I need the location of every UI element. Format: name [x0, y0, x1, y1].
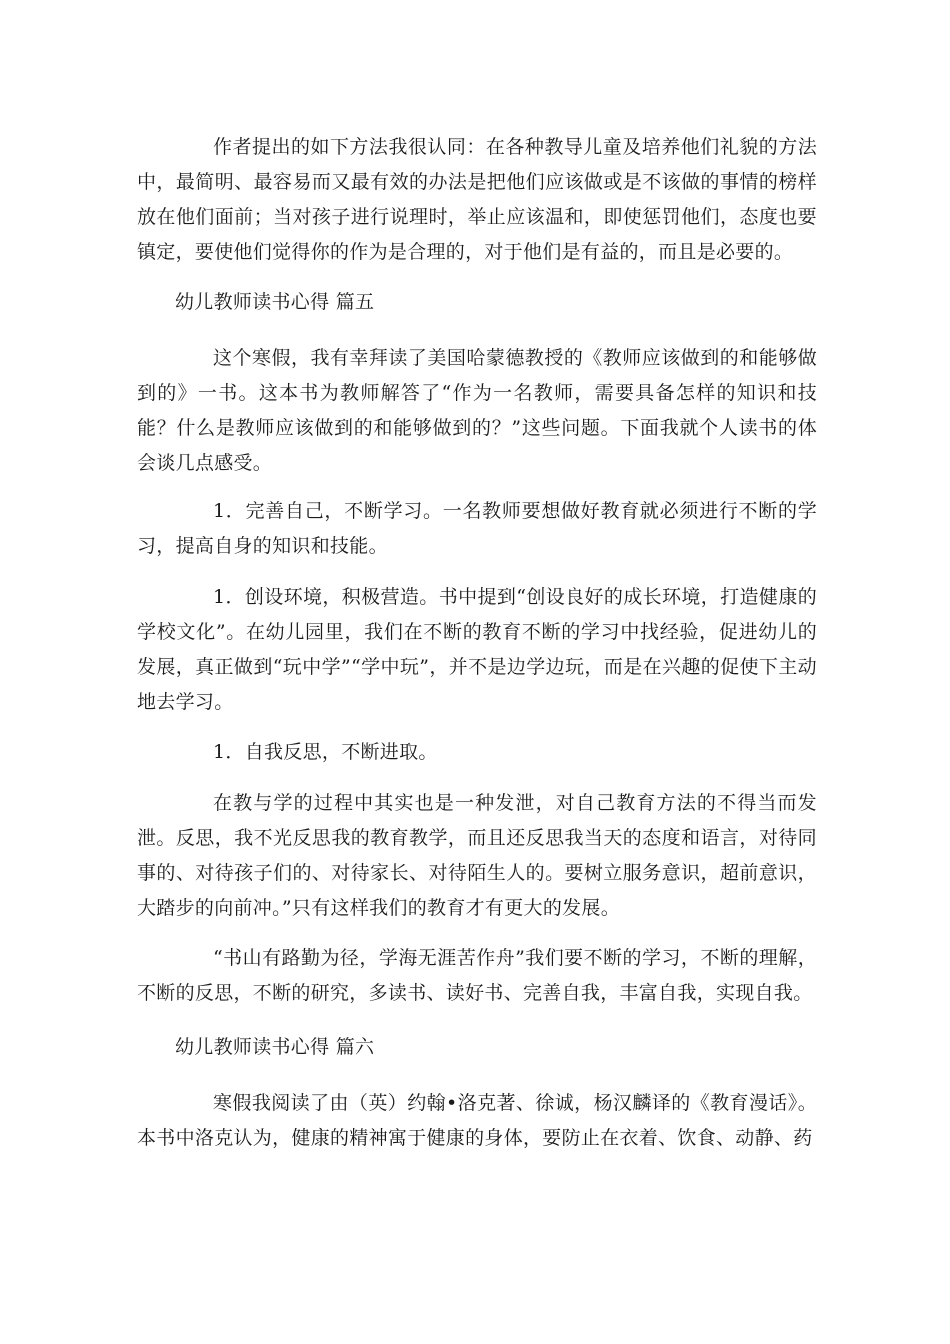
paragraph-point-learning: 1．完善自己，不断学习。一名教师要想做好教育就必须进行不断的学习，提高自身的知识和技能。 [137, 500, 817, 557]
paragraph-point-environment: 1．创设环境，积极营造。书中提到“创设良好的成长环境，打造健康的学校文化”。在幼儿园里，我们在不断的教育不断的学习中找经验，促进幼儿的发展，真正做到“玩中学”“学中玩”，并不是边学边玩，而是在兴趣的促使下主动地去学习。 [137, 586, 817, 713]
paragraph-intro-hammond: 这个寒假，我有幸拜读了美国哈蒙德教授的《教师应该做到的和能够做到的》一书。这本书为教师解答了“作为一名教师，需要具备怎样的知识和技能？什么是教师应该做到的和能够做到的？”这些问题。下面我就个人读书的体会谈几点感受。 [137, 347, 817, 474]
text-block-10 [137, 1086, 817, 1156]
section-heading-6: 幼儿教师读书心得 篇六 [175, 1036, 375, 1058]
paragraph-point-reflection: 1．自我反思，不断进取。 [213, 741, 438, 763]
text-block-8 [137, 941, 817, 1011]
text-block-4 [137, 494, 817, 564]
text-block-9 [137, 1030, 817, 1065]
section-heading-5: 幼儿教师读书心得 篇五 [175, 291, 375, 313]
text-block-6 [137, 735, 817, 770]
text-block-2 [137, 285, 817, 320]
paragraph-locke-education: 寒假我阅读了由（英）约翰•洛克著、徐诚，杨汉麟译的《教育漫话》。本书中洛克认为，健康的精神寓于健康的身体，要防止在衣着、饮食、动静、药 [137, 1092, 817, 1149]
text-block-1 [137, 130, 817, 270]
text-block-7 [137, 786, 817, 926]
text-block-3 [137, 341, 817, 481]
paragraph-proverb: “书山有路勤为径，学海无涯苦作舟”我们要不断的学习，不断的理解，不断的反思，不断的研究，多读书、读好书、完善自我，丰富自我，实现自我。 [137, 947, 817, 1004]
text-block-5 [137, 580, 817, 720]
paragraph-reflection-detail: 在教与学的过程中其实也是一种发泄，对自己教育方法的不得当而发泄。反思，我不光反思我的教育教学，而且还反思我当天的态度和语言，对待同事的、对待孩子们的、对待家长、对待陌生人的。要树立服务意识，超前意识，大踏步的向前冲。”只有这样我们的教育才有更大的发展。 [137, 792, 817, 919]
paragraph-locke-methods: 作者提出的如下方法我很认同：在各种教导儿童及培养他们礼貌的方法中，最简明、最容易而又最有效的办法是把他们应该做或是不该做的事情的榜样放在他们面前；当对孩子进行说理时，举止应该温和，即使惩罚他们，态度也要镇定，要使他们觉得你的作为是合理的，对于他们是有益的，而且是必要的。 [137, 136, 817, 263]
